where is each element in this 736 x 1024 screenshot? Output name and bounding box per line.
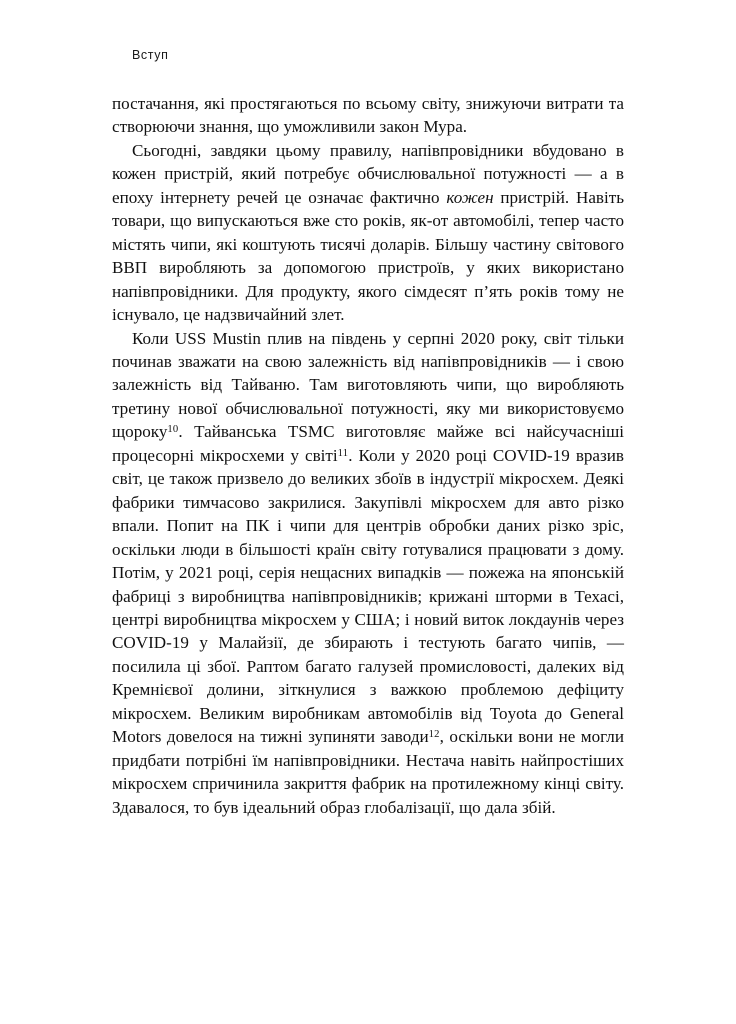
paragraph: постачання, які простягаються по всьому світу, знижуючи витрати та створюючи знання, що уможливили закон Мура. xyxy=(112,94,624,137)
footnote-marker: 11 xyxy=(337,447,349,459)
emphasis-text: кожен xyxy=(446,187,494,207)
running-header: Вступ xyxy=(132,48,169,62)
paragraph: Сьогодні, завдяки цьому правилу, напівпровідники вбудовано в кожен пристрій, який потребує обчислювальної потужності — а в епоху інтернету речей це означає фактично кожен пристрій. Навіть товари, що випускаються вже сто років, як-от автомобілі, тепер часто містять чипи, які коштують тисячі доларів. Більшу частину світового ВВП виробляють за допомогою пристроїв, у яких використано напівпровідники. Для продукту, якого сімдесят п’ять років тому не існувало, це надзвичайний злет. xyxy=(112,140,624,325)
paragraph: Коли USS Mustin плив на південь у серпні 2020 року, світ тільки починав зважати на свою залежність від напівпровідників — і свою залежність від Тайваню. Там виготовляють чипи, що виробляють третину нової обчислювальної потужності, яку ми використовуємо щороку$^{10}$. Тайванська TSMC виготовляє майже всі найсучасніші процесорні мікросхеми у світі$^{11}$. Коли у 2020 році COVID-19 вразив світ, це також призвело до великих збоїв в індустрії мікросхем. Деякі фабрики тимчасово закрилися. Закупівлі мікросхем для авто різко впали. Попит на ПК і чипи для центрів обробки даних різко зріс, оскільки люди в більшості країн світу готувалися працювати з дому. Потім, у 2021 році, серія нещасних випадків — пожежа на японській фабриці з виробництва напівпровідників; крижані шторми в Техасі, центрі виробництва мікросхем у США; і новий виток локдаунів через COVID-19 у Малайзії, де збирають і тестують багато чипів, — посилила ці збої. Раптом багато галузей промисловості, далеких від Кремнієвої долини, зіткнулися з важкою проблемою дефіциту мікросхем. Великим виробникам автомобілів від Toyota до General Motors довелося на тижні зупиняти заводи$^{12}$, оскільки вони не могли придбати потрібні їм напівпровідники. Нестача навіть найпростіших мікросхем спричинила закриття фабрик на протилежному кінці світу. Здавалося, то був ідеальний образ глобалізації, що дала збій. xyxy=(112,328,624,817)
footnote-marker: 12 xyxy=(428,729,440,741)
body-text-block xyxy=(112,92,624,819)
footnote-marker: 10 xyxy=(167,424,179,436)
